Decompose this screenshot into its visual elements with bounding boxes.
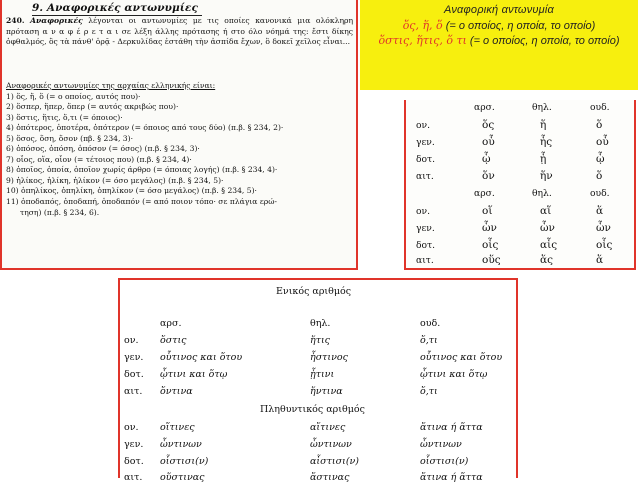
declension-form: ᾧτινι και ὅτῳ: [420, 369, 488, 380]
paradigm-header-masc: αρσ.: [474, 188, 495, 199]
relative-pronoun-paradigm: [404, 100, 636, 270]
summary-line-1-gloss: (= ο οποίος, η οποία, το οποίο): [442, 20, 596, 32]
definition-paragraph: [6, 16, 353, 48]
declension-case: αιτ.: [124, 472, 143, 483]
paradigm-form: ὧν: [540, 222, 555, 234]
declension-table: [118, 278, 518, 483]
summary-box: [360, 0, 638, 90]
paradigm-form: ὅ: [596, 119, 603, 131]
paradigm-form: ὧν: [482, 222, 497, 234]
paradigm-form: ᾧ: [482, 153, 491, 165]
declension-form: ἅτινα ή ἅττα: [420, 422, 483, 433]
summary-line-2-greek: ὅστις, ἥτις, ὅ τι: [378, 34, 467, 47]
paradigm-case: δοτ.: [416, 240, 436, 251]
paradigm-form: οἷς: [482, 239, 499, 251]
list-item: 2) ὅσπερ, ἥπερ, ὅπερ (= αυτός ακριβώς που)·: [6, 102, 179, 112]
paradigm-header-masc: αρσ.: [474, 102, 495, 113]
declension-form: ὧντινων: [420, 439, 462, 450]
list-item: 11) ὁποδαπός, ὁποδαπή, ὁποδαπόν (= από ποιον τόπο· σε πλάγια ερώ-: [6, 197, 277, 207]
declension-header-masc: αρσ.: [160, 318, 182, 329]
paradigm-case: αιτ.: [416, 171, 434, 182]
summary-line-1-greek: ὅς, ἥ, ὅ: [402, 19, 443, 32]
declension-header-neut: ουδ.: [420, 318, 441, 329]
paradigm-form: οἷς: [596, 239, 613, 251]
declension-form: οὗτινος και ὅτου: [160, 352, 243, 363]
pronoun-list: [6, 81, 358, 218]
declension-form: ἅτινα ή ἅττα: [420, 472, 483, 483]
declension-case: ον.: [124, 335, 139, 346]
summary-title: Αναφορική αντωνυμία: [443, 4, 554, 16]
list-item: 8) ὁποῖος, ὁποία, ὁποῖον χωρίς άρθρο (= όποιας λογής) (π.β. § 234, 4)·: [6, 165, 278, 175]
paradigm-form: αἵ: [540, 205, 552, 217]
paradigm-header-neut: ουδ.: [590, 102, 610, 113]
list-lead: Αναφορικές αντωνυμίες της αρχαίας ελληνικής είναι:: [6, 81, 216, 90]
declension-form: ᾗτινι: [310, 369, 335, 380]
list-item: 5) ὅσος, ὅση, ὅσον (πβ. § 234, 3)·: [6, 133, 134, 143]
declension-case: ον.: [124, 422, 139, 433]
declension-form: αἵτινες: [310, 422, 346, 433]
declension-form: ἥντινα: [310, 386, 343, 397]
declension-case: δοτ.: [124, 369, 144, 380]
paradigm-case: γεν.: [416, 223, 435, 234]
declension-form: ὅ,τι: [420, 335, 438, 346]
singular-title: Ενικός αριθμός: [276, 286, 352, 297]
paradigm-form: ὅ: [596, 170, 603, 182]
declension-form: ᾧτινι και ὅτῳ: [160, 369, 228, 380]
section-heading: 9. Αναφορικές αντωνυμίες: [32, 2, 198, 14]
declension-form: ἥτις: [310, 335, 330, 346]
paragraph-term: Αναφορικές: [30, 16, 83, 25]
paradigm-case: δοτ.: [416, 154, 436, 165]
paradigm-case: ον.: [416, 206, 431, 217]
paradigm-form: ἥ: [540, 119, 547, 131]
declension-form: ὅ,τι: [420, 386, 438, 397]
paradigm-form: ἥν: [540, 170, 553, 182]
list-item: 7) οἷος, οἵα, οἷον (= τέτοιος που) (π.β. § 234, 4)·: [6, 154, 192, 164]
paradigm-form: ἅς: [540, 254, 553, 266]
paradigm-header-fem: θηλ.: [532, 188, 552, 199]
declension-form: οὕστινας: [160, 472, 205, 483]
paradigm-header-fem: θηλ.: [532, 102, 552, 113]
list-item: 1) ὅς, ἥ, ὅ (= ο οποίος, αυτός που)·: [6, 91, 141, 101]
paradigm-form: αἷς: [540, 239, 558, 251]
paradigm-form: ἧς: [540, 136, 553, 148]
paradigm-form: ὅς: [482, 119, 495, 131]
declension-form: οἷστισι(ν): [160, 456, 209, 467]
paradigm-header-neut: ουδ.: [590, 188, 610, 199]
declension-form: ὅστις: [160, 335, 187, 346]
paragraph-body: λέγονται οι αντωνυμίες με τις οποίες κανονικά μια ολόκληρη πρόταση α ν α φ έ ρ ε τ α ι σε λέξη άλλης πρότασης ή στο όλο νόημά της: ἔστι δίκης ὀφθαλμός, ὃς τὰ πάνθ' ὁρᾷ - Δερκυλίδας ἐστάθη τὴν ἀσπίδα ἔχων, ὃ δοκεῖ χεῖλος εἶναι...: [6, 16, 354, 47]
declension-form: ἅστινας: [310, 472, 350, 483]
summary-line-1: [360, 18, 638, 34]
declension-header-fem: θηλ.: [310, 318, 331, 329]
list-item: 6) ὁπόσος, ὁπόση, ὁπόσον (= όσος) (π.β. § 234, 3)·: [6, 144, 200, 154]
declension-case: αιτ.: [124, 386, 143, 397]
paradigm-form: ὧν: [596, 222, 611, 234]
declension-form: οὗτινος και ὅτου: [420, 352, 503, 363]
paradigm-form: οἵ: [482, 205, 493, 217]
declension-form: ἧστινος: [310, 352, 348, 363]
declension-form: ὧντινων: [310, 439, 352, 450]
paradigm-form: ὅν: [482, 170, 495, 182]
paradigm-form: ἅ: [596, 205, 604, 217]
declension-case: δοτ.: [124, 456, 144, 467]
summary-line-2: [360, 34, 638, 48]
declension-case: γεν.: [124, 439, 144, 450]
paradigm-form: οὗ: [596, 136, 609, 148]
textbook-excerpt: [0, 0, 358, 270]
list-item: 3) ὅστις, ἥτις, ὅ,τι (= όποιος)·: [6, 112, 123, 122]
list-item: τηση) (π.β. § 234, 6).: [20, 207, 100, 217]
paradigm-case: γεν.: [416, 137, 435, 148]
paragraph-number: 240.: [6, 16, 25, 25]
paradigm-form: ᾗ: [540, 153, 547, 165]
declension-form: οἵτινες: [160, 422, 195, 433]
list-item: 9) ἡλίκος, ἡλίκη, ἡλίκον (= όσο μεγάλος) (π.β. § 234, 5)·: [6, 175, 224, 185]
paradigm-form: οὕς: [482, 254, 501, 266]
plural-title: Πληθυντικός αριθμός: [260, 404, 365, 415]
paradigm-form: ᾧ: [596, 153, 605, 165]
summary-line-2-gloss: (= ο οποίος, η οποία, το οποίο): [466, 35, 620, 47]
paradigm-form: ἅ: [596, 254, 604, 266]
declension-form: ὧντινων: [160, 439, 202, 450]
list-item: 10) ὁπηλίκος, ὁπηλίκη, ὁπηλίκον (= όσο μεγάλος) (π.β. § 234, 5)·: [6, 186, 257, 196]
list-item: 4) ὁπότερος, ὁποτέρα, ὁπότερον (= όποιος από τους δύο) (π.β. § 234, 2)·: [6, 123, 284, 133]
declension-form: αἷστισι(ν): [310, 456, 360, 467]
paradigm-form: οὗ: [482, 136, 495, 148]
paradigm-case: ον.: [416, 120, 431, 131]
paradigm-case: αιτ.: [416, 255, 434, 266]
declension-form: οἷστισι(ν): [420, 456, 469, 467]
declension-form: ὅντινα: [160, 386, 193, 397]
declension-case: γεν.: [124, 352, 144, 363]
